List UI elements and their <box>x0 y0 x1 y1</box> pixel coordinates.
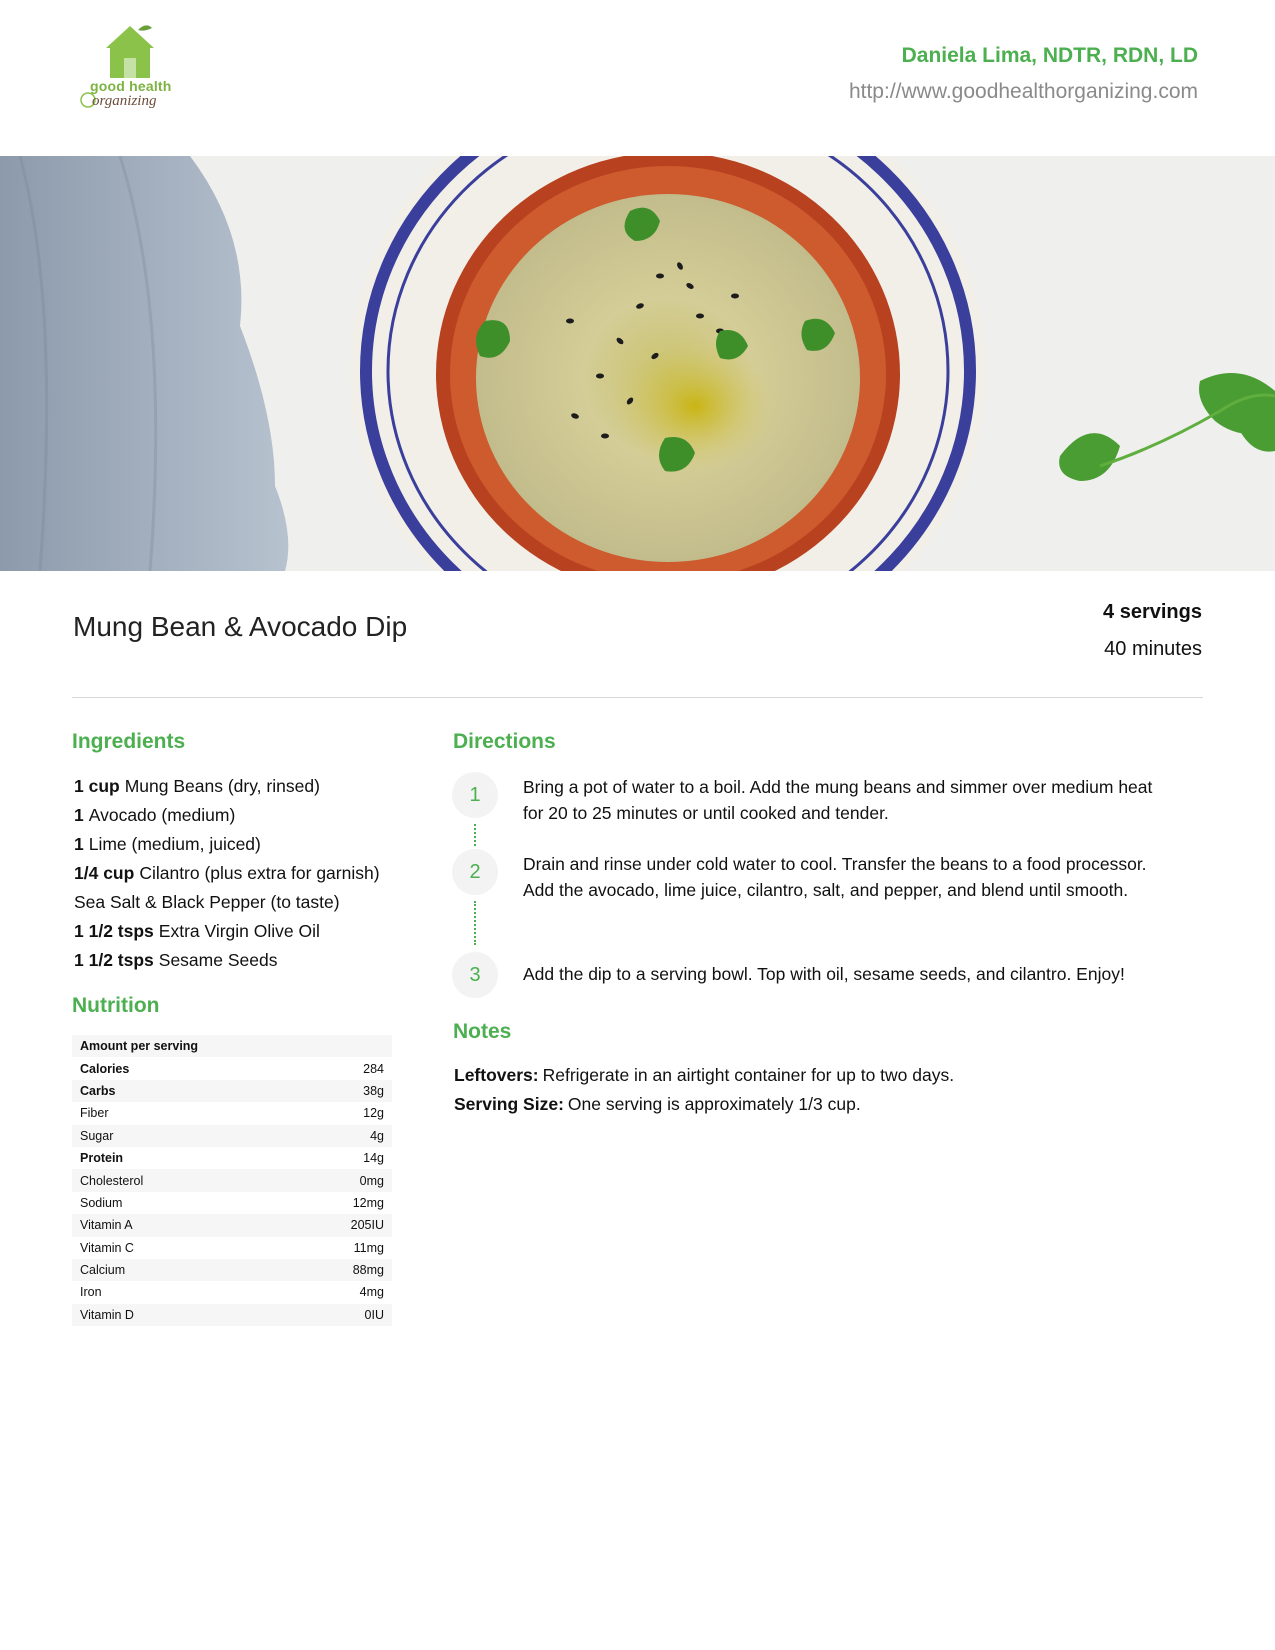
ingredient-item: Sea Salt & Black Pepper (to taste) <box>74 892 340 912</box>
nutrition-row: Calcium 88mg <box>72 1259 392 1281</box>
nutrition-row: Sugar 4g <box>72 1125 392 1147</box>
note-item: Serving Size: One serving is approximately 1/3 cup. <box>454 1094 861 1114</box>
ingredient-item: 1/4 cup Cilantro (plus extra for garnish) <box>74 863 380 883</box>
logo-text-primary: good health <box>90 78 172 94</box>
logo-text-secondary: organizing <box>92 93 157 109</box>
directions-list <box>452 772 1172 1002</box>
nutrition-row: Vitamin A 205IU <box>72 1214 392 1236</box>
total-time: 40 minutes <box>1104 638 1202 660</box>
servings-count: 4 servings <box>1103 601 1202 623</box>
notes-heading: Notes <box>453 1020 512 1043</box>
step-text: Bring a pot of water to a boil. Add the mung beans and simmer over medium heat for 20 to 25 minutes or until cooked and tender. <box>523 777 1153 823</box>
page-header <box>0 0 1275 156</box>
ingredient-item: 1 Avocado (medium) <box>74 805 236 825</box>
step-connector <box>474 824 476 846</box>
ingredient-item: 1 cup Mung Beans (dry, rinsed) <box>74 776 320 796</box>
step-number: 1 <box>452 772 498 818</box>
nutrition-row: Protein 14g <box>80 1151 384 1166</box>
nutrition-row: Iron 4mg <box>80 1285 384 1300</box>
nutrition-row: Vitamin D 0IU <box>72 1304 392 1326</box>
brand-logo <box>76 22 184 122</box>
note-item: Leftovers: Refrigerate in an airtight container for up to two days. <box>454 1065 955 1085</box>
ingredients-list <box>74 772 414 975</box>
nutrition-row: Carbs 38g <box>72 1080 392 1102</box>
nutrition-row: Calories 284 <box>80 1061 384 1076</box>
hero-image <box>0 156 1275 571</box>
nutrition-row: Fiber 12g <box>80 1106 384 1121</box>
step-text: Add the dip to a serving bowl. Top with oil, sesame seeds, and cilantro. Enjoy! <box>523 964 1125 984</box>
section-divider <box>72 697 1203 698</box>
step-number: 3 <box>452 952 498 998</box>
notes-list <box>454 1061 1174 1119</box>
nutrition-header-row: Amount per serving <box>72 1035 392 1057</box>
step-number: 2 <box>452 849 498 895</box>
ingredient-item: 1 1/2 tsps Sesame Seeds <box>74 950 278 970</box>
ingredient-item: 1 1/2 tsps Extra Virgin Olive Oil <box>74 921 320 941</box>
step-text: Drain and rinse under cold water to cool. Transfer the beans to a food processor. Add the avocado, lime juice, cilantro, salt, and pepper, and blend until smooth. <box>523 854 1147 900</box>
directions-heading: Directions <box>453 730 556 753</box>
website-link[interactable]: http://www.goodhealthorganizing.com <box>848 80 1198 103</box>
nutrition-row: Vitamin C 11mg <box>80 1240 384 1255</box>
nutrition-heading: Nutrition <box>72 994 160 1017</box>
step-connector <box>474 901 476 945</box>
nutrition-table <box>72 1035 392 1326</box>
nutrition-row: Sodium 12mg <box>80 1195 384 1210</box>
recipe-title: Mung Bean & Avocado Dip <box>73 611 408 642</box>
nutrition-row: Cholesterol 0mg <box>72 1169 392 1191</box>
ingredients-heading: Ingredients <box>72 730 186 753</box>
ingredient-item: 1 Lime (medium, juiced) <box>74 834 261 854</box>
author-name: Daniela Lima, NDTR, RDN, LD <box>901 44 1198 67</box>
